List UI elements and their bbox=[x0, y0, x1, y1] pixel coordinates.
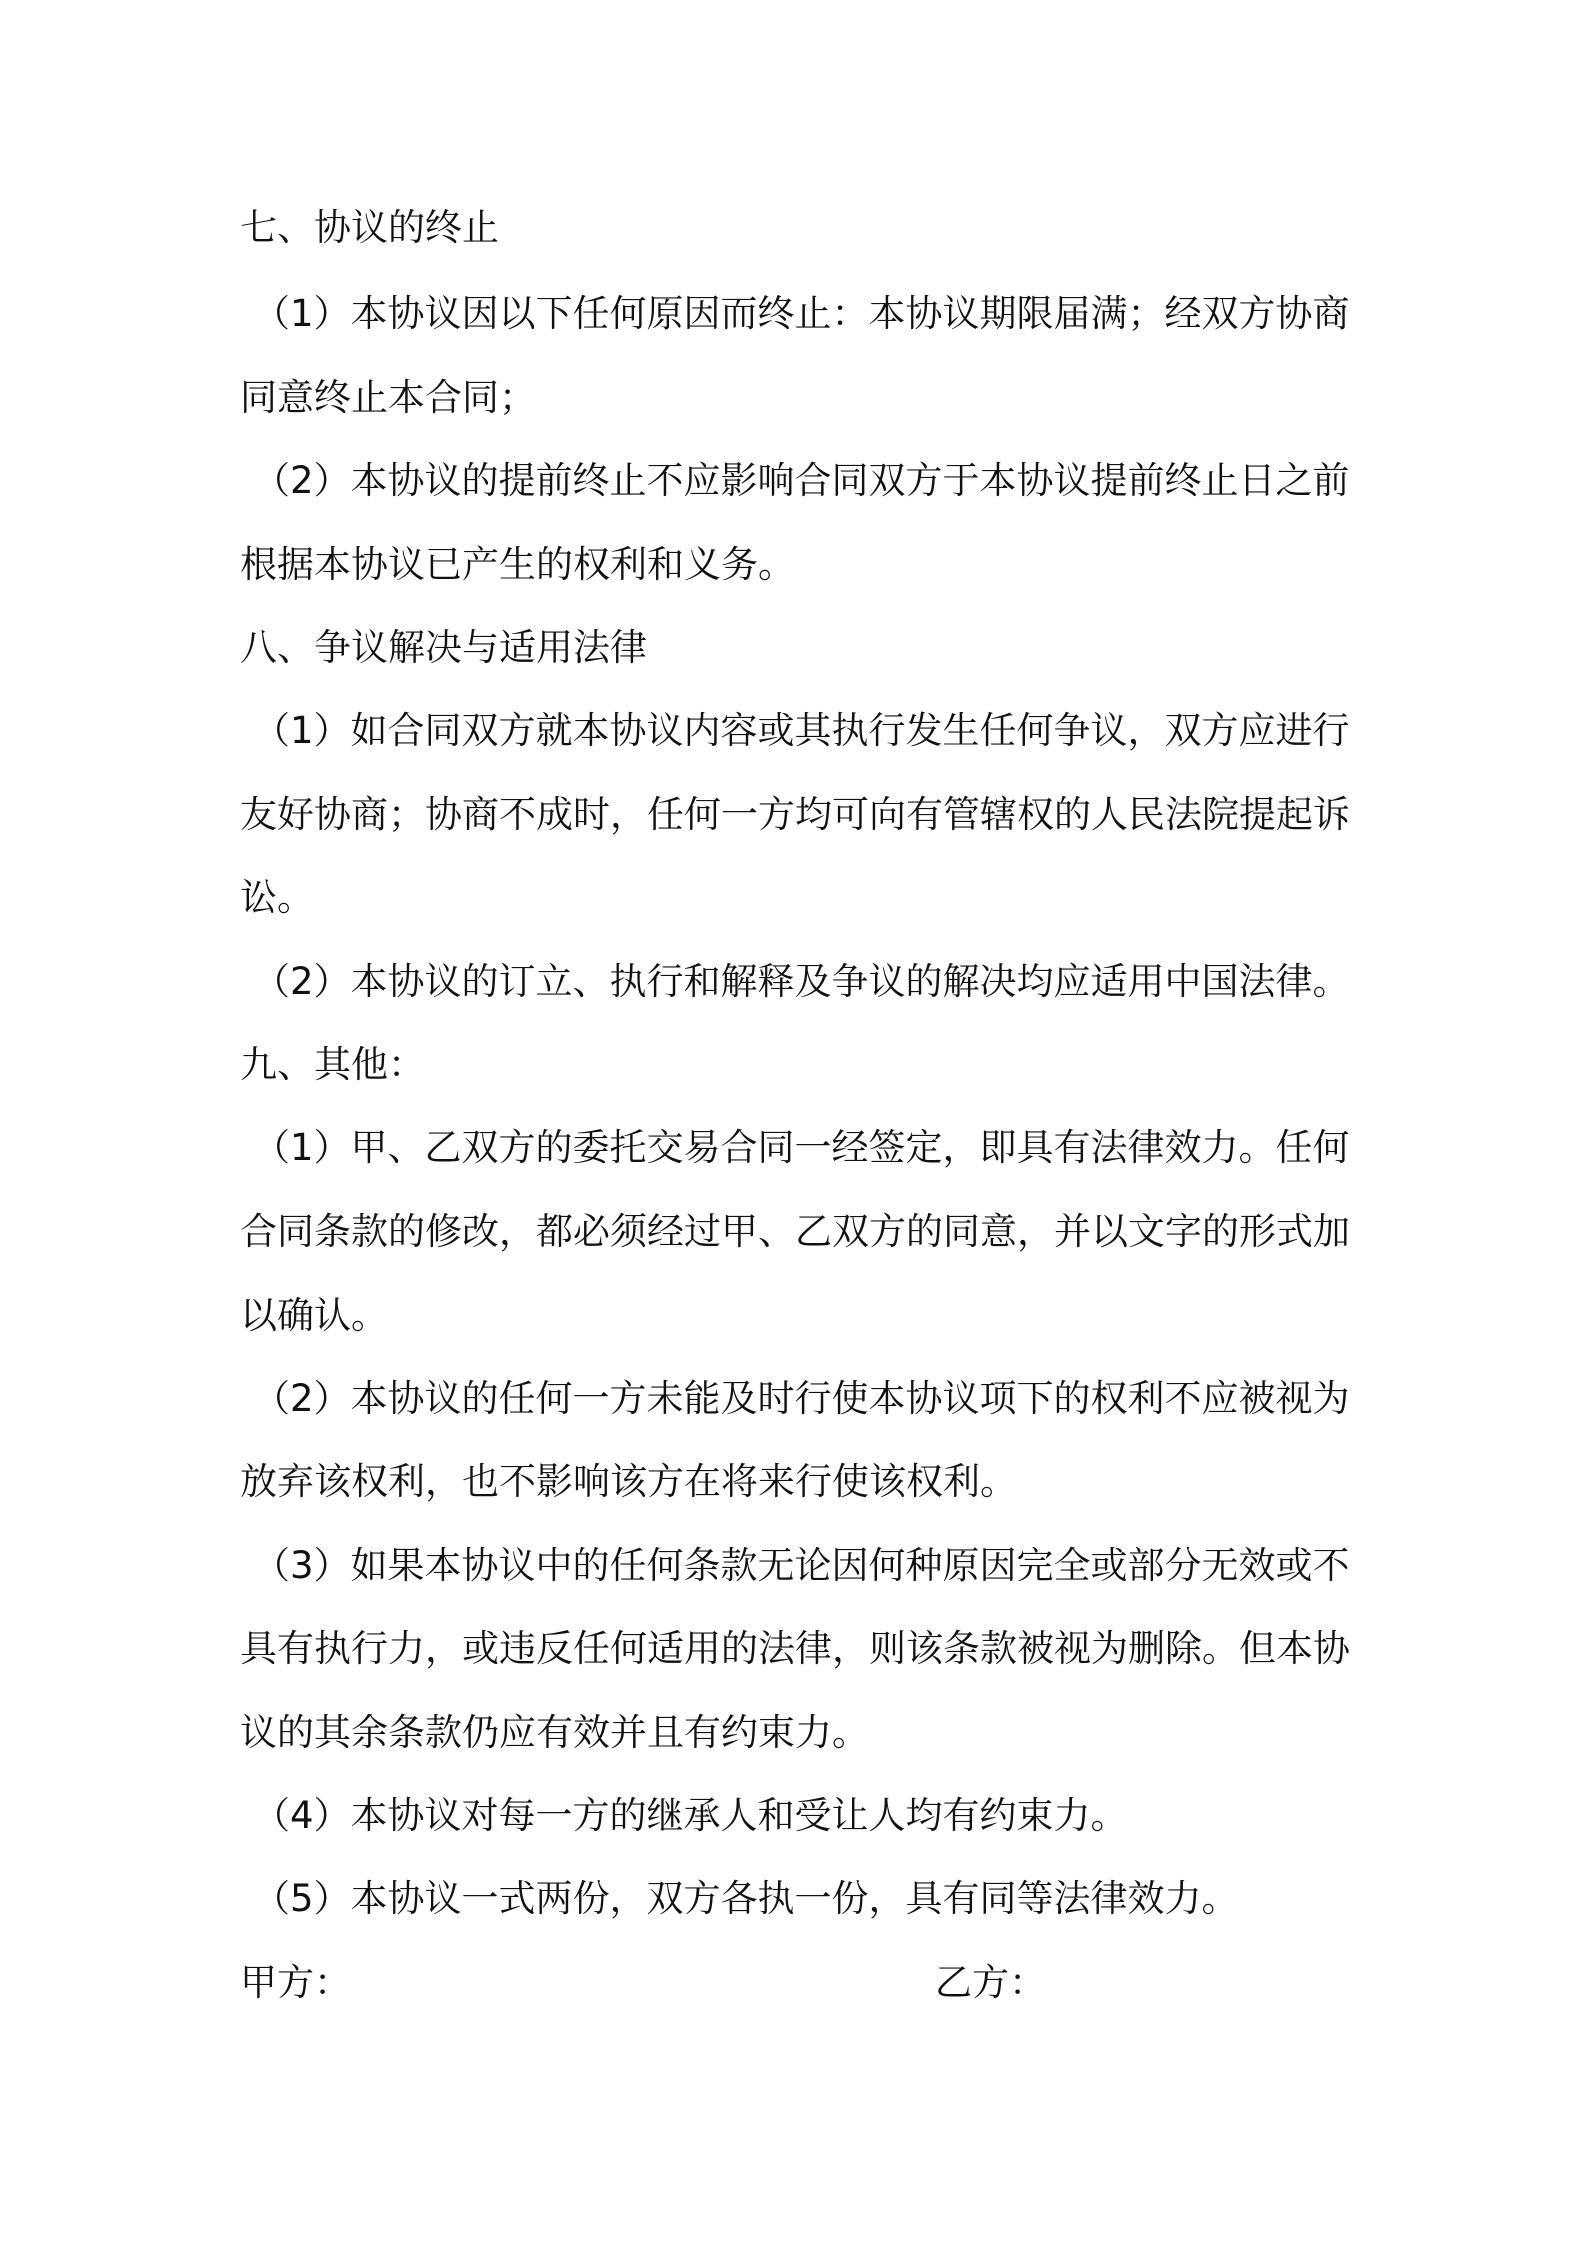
clause-line: （2）本协议的任何一方未能及时行使本协议项下的权利不应被视为 bbox=[253, 1377, 1350, 1420]
clause-line: 具有执行力，或违反任何适用的法律，则该条款被视为删除。但本协 bbox=[240, 1627, 1350, 1670]
clause-line: 议的其余条款仍应有效并且有约束力。 bbox=[240, 1711, 869, 1754]
clause-line: 合同条款的修改，都必须经过甲、乙双方的同意，并以文字的形式加 bbox=[240, 1210, 1350, 1253]
clause-line: （1）本协议因以下任何原因而终止：本协议期限届满；经双方协商 bbox=[253, 292, 1350, 335]
section-heading-termination: 七、协议的终止 bbox=[240, 206, 499, 249]
clause-line: 讼。 bbox=[240, 876, 314, 919]
party-b-signature-label: 乙方： bbox=[935, 1961, 1046, 2004]
clause-line: 友好协商；协商不成时，任何一方均可向有管辖权的人民法院提起诉 bbox=[240, 793, 1350, 836]
clause-line: （3）如果本协议中的任何条款无论因何种原因完全或部分无效或不 bbox=[253, 1544, 1350, 1587]
clause-line: （1）如合同双方就本协议内容或其执行发生任何争议，双方应进行 bbox=[253, 709, 1350, 752]
clause-line: （5）本协议一式两份，双方各执一份，具有同等法律效力。 bbox=[253, 1877, 1239, 1920]
clause-line: （2）本协议的订立、执行和解释及争议的解决均应适用中国法律。 bbox=[253, 960, 1350, 1003]
section-heading-dispute: 八、争议解决与适用法律 bbox=[240, 626, 647, 669]
clause-line: （1）甲、乙双方的委托交易合同一经签定，即具有法律效力。任何 bbox=[253, 1126, 1350, 1169]
clause-line: 同意终止本合同； bbox=[240, 376, 536, 419]
clause-line: 根据本协议已产生的权利和义务。 bbox=[240, 543, 795, 586]
party-a-signature-label: 甲方： bbox=[240, 1961, 351, 2004]
clause-line: 放弃该权利，也不影响该方在将来行使该权利。 bbox=[240, 1460, 1017, 1503]
clause-line: 以确认。 bbox=[240, 1294, 388, 1337]
clause-line: （2）本协议的提前终止不应影响合同双方于本协议提前终止日之前 bbox=[253, 459, 1350, 502]
section-heading-other: 九、其他： bbox=[240, 1043, 425, 1086]
clause-line: （4）本协议对每一方的继承人和受让人均有约束力。 bbox=[253, 1794, 1128, 1837]
